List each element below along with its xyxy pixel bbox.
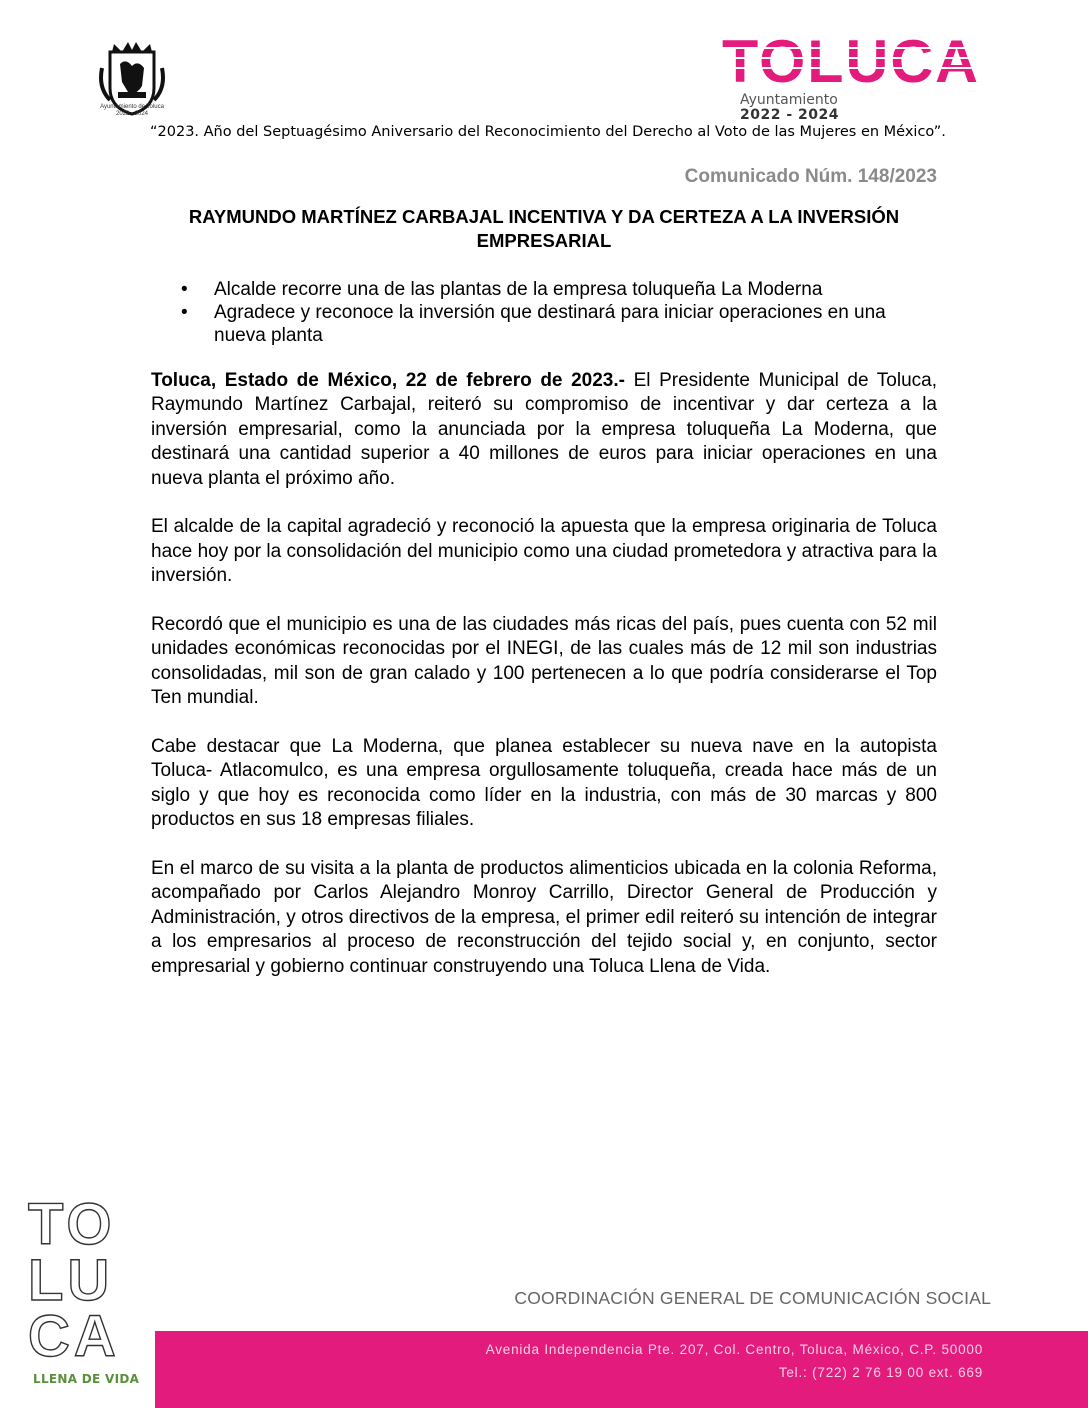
body-paragraph: Cabe destacar que La Moderna, que planea establecer su nueva nave en la autopista Toluca- Atlacomulco, es una empresa orgullosamente toluqueña, creada hace más de un siglo y que hoy es reconocida como líder en la industria, con más de 30 marcas y 800 productos en sus 18 empresas filiales. — [151, 736, 937, 831]
logo-letters-ca: CA — [28, 1304, 120, 1362]
seal-caption-line1: Ayuntamiento de Toluca — [100, 104, 164, 110]
toluca-outline-logo — [26, 1192, 144, 1362]
bullet-dot-icon: • — [181, 279, 188, 300]
lead-paragraph — [151, 369, 937, 491]
seal-caption — [80, 104, 184, 118]
department-name: COORDINACIÓN GENERAL DE COMUNICACIÓN SOCIAL — [514, 1288, 991, 1308]
body-paragraph: El alcalde de la capital agradeció y reconoció la apuesta que la empresa originaria de Toluca hace hoy por la consolidación del municipio como una ciudad prometedora y atractiva para la inversión. — [151, 516, 937, 587]
article-body — [151, 369, 937, 1003]
lead-text: El Presidente Municipal de Toluca, Raymundo Martínez Carbajal, reiteró su compromiso de incentivar y dar certeza a la inversión empresarial, como la anunciada por la empresa toluqueña La Moderna, que destinará una cantidad superior a 40 millones de euros para iniciar operaciones en una nueva planta el próximo año. — [151, 370, 937, 489]
logo-letters-lu: LU — [28, 1248, 114, 1313]
seal-caption-line2: 2022 - 2024 — [115, 111, 149, 117]
bullet-dot-icon: • — [181, 302, 188, 323]
address: Avenida Independencia Pte. 207, Col. Centro, Toluca, México, C.P. 50000 — [485, 1342, 983, 1357]
ayuntamiento-label: Ayuntamiento — [740, 92, 838, 108]
release-number: Comunicado Núm. 148/2023 — [684, 166, 937, 187]
bullet-item — [150, 278, 938, 301]
bullet-text: Agradece y reconoce la inversión que destinará para iniciar operaciones en una nueva planta — [214, 302, 886, 346]
phone: Tel.: (722) 2 76 19 00 ext. 669 — [778, 1365, 983, 1380]
logo-letters-to: TO — [28, 1192, 116, 1257]
dateline: Toluca, Estado de México, 22 de febrero de 2023.- — [151, 370, 625, 391]
bullet-text: Alcalde recorre una de las plantas de la empresa toluqueña La Moderna — [214, 279, 823, 300]
headline: RAYMUNDO MARTÍNEZ CARBAJAL INCENTIVA Y DA CERTEZA A LA INVERSIÓN EMPRESARIAL — [188, 206, 900, 251]
body-paragraph: Recordó que el municipio es una de las ciudades más ricas del país, pues cuenta con 52 mil unidades económicas reconocidas por el INEGI, de las cuales más de 12 mil son industrias consolidadas, mil son de gran calado y 100 pertenecen a lo que podría considerarse el Top Ten mundial. — [151, 614, 937, 709]
summary-bullets — [150, 278, 938, 347]
bullet-item — [150, 301, 938, 347]
brand-wordmark: TOLUCA — [722, 36, 980, 88]
body-paragraph: En el marco de su visita a la planta de productos alimenticios ubicada en la colonia Reforma, acompañado por Carlos Alejandro Monroy Carrillo, Director General de Producción y Administración, y otros directivos de la empresa, el primer edil reiteró su intención de integrar a los empresarios al proceso de reconstrucción del tejido social y, en conjunto, sector empresarial y gobierno continuar construyendo una Toluca Llena de Vida. — [151, 858, 937, 977]
term-years: 2022 - 2024 — [740, 107, 839, 123]
slogan: LLENA DE VIDA — [33, 1372, 140, 1386]
year-motto: “2023. Año del Septuagésimo Aniversario del Reconocimiento del Derecho al Voto de las Mujeres en México”. — [150, 124, 946, 140]
toluca-brand-logo — [722, 36, 984, 88]
